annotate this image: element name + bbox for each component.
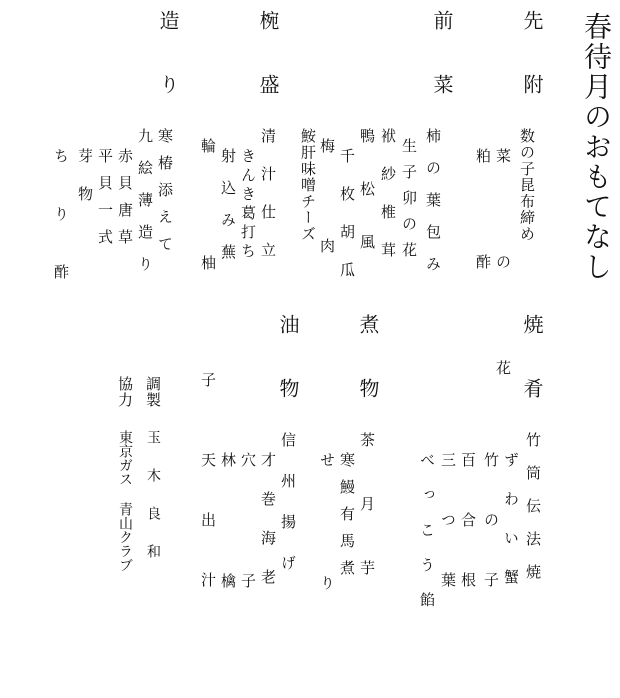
heading-nimono: 煮物 — [356, 314, 380, 442]
heading-agemono: 油物 — [276, 314, 300, 442]
zensai-item-2: 生子卯の花 — [400, 138, 418, 268]
agemono-item-4: 林檎 — [219, 452, 237, 694]
credit-sponsor-name: 東京ガス 青山クラブ — [117, 430, 133, 572]
tsukuri-item-2: 九絵薄造り — [136, 128, 154, 288]
tsukuri-item-5: 芽物 — [76, 148, 94, 224]
heading-yakizakana: 焼肴 — [520, 314, 544, 442]
agemono-item-1: 信州揚げ — [279, 432, 297, 596]
nimono-item-1: 茶月芋 — [358, 432, 376, 624]
yakizakana-item-6: べっこう餡 — [418, 452, 436, 627]
heading-sakizuke: 先附 — [520, 10, 544, 138]
agemono-item-2: 才巻海老 — [259, 452, 277, 608]
wanmori-item-2: きんき葛打ち — [239, 148, 257, 262]
agemono-item-5: 天出汁 — [199, 452, 217, 632]
zensai-item-6: 梅肉 — [318, 138, 336, 338]
tsukuri-item-6: ちり酢 — [52, 148, 70, 322]
zensai-item-7: 鮟肝味噌チーズ — [299, 128, 317, 243]
wanmori-item-4: 輪柚子 — [199, 138, 217, 489]
wanmori-item-3: 射込み蕪 — [219, 148, 237, 276]
sakizuke-item-2: 菜の花 — [494, 148, 512, 466]
credit-label-preparation: 調製 — [144, 376, 162, 408]
agemono-item-3: 穴子 — [239, 452, 257, 694]
credit-chef-name: 玉木良和 — [145, 430, 161, 582]
heading-zensai: 前菜 — [430, 10, 454, 138]
tsukuri-item-1: 寒椿添えて — [156, 128, 174, 263]
tsukuri-item-3: 赤貝唐草 — [116, 148, 134, 256]
yakizakana-item-4: 百合根 — [459, 452, 477, 632]
credit-label-cooperation: 協力 — [116, 376, 134, 408]
sakizuke-item-3: 粕酢 — [474, 148, 492, 360]
zensai-item-5: 千枚胡瓜 — [338, 148, 356, 300]
heading-tsukuri: 造り — [156, 10, 180, 138]
menu-title: 春待月のおもてなし — [580, 12, 613, 282]
yakizakana-item-5: 三つ葉 — [439, 452, 457, 632]
nimono-item-2: 寒鰻有馬煮 — [338, 452, 356, 587]
nimono-item-3: せり — [318, 452, 336, 698]
sakizuke-item-1: 数の子昆布締め — [518, 128, 536, 243]
zensai-item-1: 柿の葉包み — [424, 128, 442, 288]
yakizakana-item-2: ずわい蟹 — [502, 452, 520, 608]
yakizakana-item-3: 竹の子 — [482, 452, 500, 632]
wanmori-item-1: 清汁仕立 — [259, 128, 277, 280]
zensai-item-3: 袱紗椎茸 — [379, 128, 397, 280]
zensai-item-4: 鴨松風 — [358, 128, 376, 287]
yakizakana-item-1: 竹筒伝法焼 — [524, 432, 542, 597]
tsukuri-item-4: 平貝一式 — [96, 148, 114, 256]
heading-wanmori: 椀盛 — [256, 10, 280, 138]
